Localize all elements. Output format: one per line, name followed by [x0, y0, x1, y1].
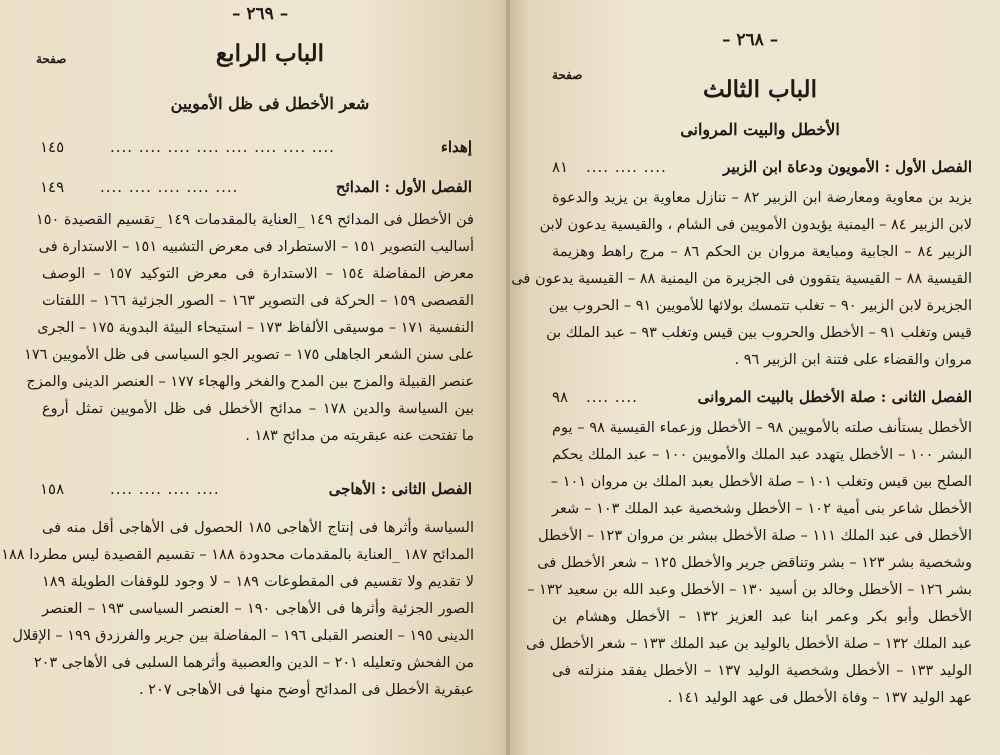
dot-leader: .... .... .... .... ....	[100, 178, 239, 196]
body-line: المدائح ١٨٧ _العناية بالمقدمات محدودة ١٨٨ – تقسيم القصيدة ليس مطردا ١٨٨	[1, 547, 474, 563]
toc-page-number: ١٤٩	[40, 178, 65, 196]
toc-entry-label: إهداء	[440, 138, 472, 156]
chapter-subtitle: الأخطل والبيت المروانى	[680, 120, 840, 139]
body-line: معرض المفاضلة ١٥٤ – الاستدارة فى معرض التوكيد ١٥٧ – الوصف	[42, 266, 475, 282]
body-line: قيس وتغلب ٩١ – الأخطل والحروب بين قيس وتغلب ٩٣ – عبد الملك بن	[546, 325, 972, 341]
body-line: عنصر القبيلة والمزج بين المدح والفخر والهجاء ١٧٧ – العنصر الدينى والمزج	[26, 374, 474, 390]
dot-leader: .... .... .... ....	[110, 480, 220, 498]
body-line: النفسية ١٧١ – موسيقى الألفاظ ١٧٣ – استيحاء البيئة البدوية ١٧٥ – الجرى	[37, 320, 474, 336]
toc-page-number: ١٥٨	[40, 480, 65, 498]
dot-leader: .... .... ....	[586, 158, 667, 176]
body-line: أساليب التصوير ١٥١ – الاستطراد فى معرض التشبيه ١٥١ – الاستدارة فى	[38, 239, 474, 255]
chapter-title: الباب الثالث	[703, 76, 817, 103]
section-heading: الفصل الثانى : صلة الأخطل بالبيت المروانى	[697, 388, 972, 406]
body-line: من الفحش وتعليله ٢٠١ – الدين والعصبية وأثرهما السلبى فى الأهاجى ٢٠٣	[33, 655, 474, 671]
section-heading: الفصل الأول : الأمويون ودعاة ابن الزبير	[723, 158, 972, 176]
body-line: الوليد ١٣٣ – الأخطل وشخصية الوليد ١٣٧ – الأخطل يفقد منزلته فى	[552, 663, 973, 679]
toc-entry-dedication	[40, 138, 472, 160]
body-line: السياسة وأثرها فى إنتاج الأهاجى ١٨٥ الحصول فى الأهاجى أقل منه فى	[42, 520, 475, 536]
toc-entry-section	[552, 158, 972, 180]
body-line: ما تفتحت عنه عبقريته من مدائح ١٨٣ .	[245, 428, 474, 444]
body-line: الأخطل فى عبد الملك ١١١ – صلة الأخطل ببشر بن مروان ١٢٣ – الأخطل	[538, 528, 972, 544]
body-line: لابن الزبير ٨٤ – اليمنية يؤيدون الأمويين فى الشام ، والقيسية يدعون لابن	[539, 217, 972, 233]
toc-page-number: ٩٨	[552, 388, 569, 406]
body-line: الأخطل وأبو بكر وعمر ابنا عبد العزيز ١٣٢ – الأخطل وهشام بن	[552, 609, 972, 625]
page-number: – ٢٦٩ –	[232, 4, 289, 24]
toc-entry-section	[40, 178, 472, 200]
body-line: مروان والقضاء على فتنة ابن الزبير ٩٦ .	[734, 352, 972, 368]
page-column-label: صفحة	[36, 52, 67, 66]
body-line: القيسية ٨٨ – القيسية يتقوون فى الجزيرة من اليمنية ٨٨ – القيسية يدعون فى	[511, 271, 972, 287]
body-line: فن الأخطل فى المدائح ١٤٩ _العناية بالمقدمات ١٤٩ _تقسيم القصيدة ١٥٠	[35, 212, 474, 228]
page-column-label: صفحة	[552, 68, 583, 82]
right-page	[510, 0, 1000, 755]
body-line: عبقرية الأخطل فى المدائح أوضح منها فى الأهاجى ٢٠٧ .	[138, 682, 474, 698]
dot-leader: .... .... .... .... .... .... .... ....	[110, 138, 335, 156]
body-line: وشخصية بشر ١٢٣ – بشر وتناقض جرير والأخطل ١٢٥ – شعر الأخطل فى	[537, 555, 972, 571]
body-line: عهد الوليد ١٣٧ – وفاة الأخطل فى عهد الوليد ١٤١ .	[667, 690, 972, 706]
toc-page-number: ١٤٥	[40, 138, 65, 156]
body-line: الدينى ١٩٥ – العنصر القبلى ١٩٦ – المفاضلة بين جرير والفرزدق ١٩٩ – الإقلال	[12, 628, 474, 644]
chapter-subtitle: شعر الأخطل فى ظل الأمويين	[170, 94, 370, 113]
body-line: لا تقديم ولا تقسيم فى المقطوعات ١٨٩ – لا وجود للوقفات الطويلة ١٨٩	[42, 574, 474, 590]
body-line: عبد الملك ١٣٢ – صلة الأخطل بالوليد بن عبد الملك ١٣٣ – شعر الأخطل فى	[526, 636, 972, 652]
toc-entry-section	[40, 480, 472, 502]
body-line: البشر ١٠٠ – الأخطل يتهدد عبد الملك والأمويين ١٠٠ – عبد الملك يحكم	[552, 447, 972, 463]
body-line: بين السياسة والدين ١٧٨ – مدائح الأخطل فى ظل الأمويين تمثل أروع	[42, 401, 474, 417]
body-line: الأخطل شاعر بنى أمية ١٠٢ – الأخطل وشخصية عبد الملك ١٠٣ – شعر	[552, 501, 972, 517]
section-heading: الفصل الثانى : الأهاجى	[328, 480, 472, 498]
body-line: الأخطل يستأنف صلته بالأمويين ٩٨ – الأخطل وزعماء القيسية ٩٨ – يوم	[552, 420, 972, 436]
body-line: الصور الجزئية وأثرها فى الأهاجى ١٩٠ – العنصر السياسى ١٩٣ – العنصر	[42, 601, 474, 617]
page-number: – ٢٦٨ –	[722, 30, 779, 50]
body-line: الزبير ٨٤ – الجابية ومبايعة مروان بن الحكم ٨٦ – مرج راهط وهزيمة	[552, 244, 972, 260]
body-line: يزيد بن معاوية ومعارضة ابن الزبير ٨٢ – تنازل معاوية بن يزيد والدعوة	[552, 190, 972, 206]
body-line: الجزيرة لابن الزبير ٩٠ – تغلب تتمسك بولائها للأمويين ٩١ – الحروب بين	[548, 298, 972, 314]
body-line: الصلح بين قيس وتغلب ١٠١ – صلة الأخطل بعبد الملك بن مروان ١٠١ –	[550, 474, 972, 490]
dot-leader: .... ....	[586, 388, 638, 406]
toc-entry-section	[552, 388, 972, 410]
body-line: على سنن الشعر الجاهلى ١٧٥ – تصوير الجو السياسى فى ظل الأمويين ١٧٦	[24, 347, 474, 363]
chapter-title: الباب الرابع	[215, 40, 325, 67]
toc-page-number: ٨١	[552, 158, 569, 176]
section-heading: الفصل الأول : المدائح	[335, 178, 472, 196]
body-line: القصصى ١٥٩ – الحركة فى التصوير ١٦٣ – الصور الجزئية ١٦٦ – اللفتات	[42, 293, 474, 309]
body-line: بشر ١٢٦ – الأخطل وخالد بن أسيد ١٣٠ – الأخطل وعبد الله بن سعيد ١٣٢ –	[527, 582, 972, 598]
